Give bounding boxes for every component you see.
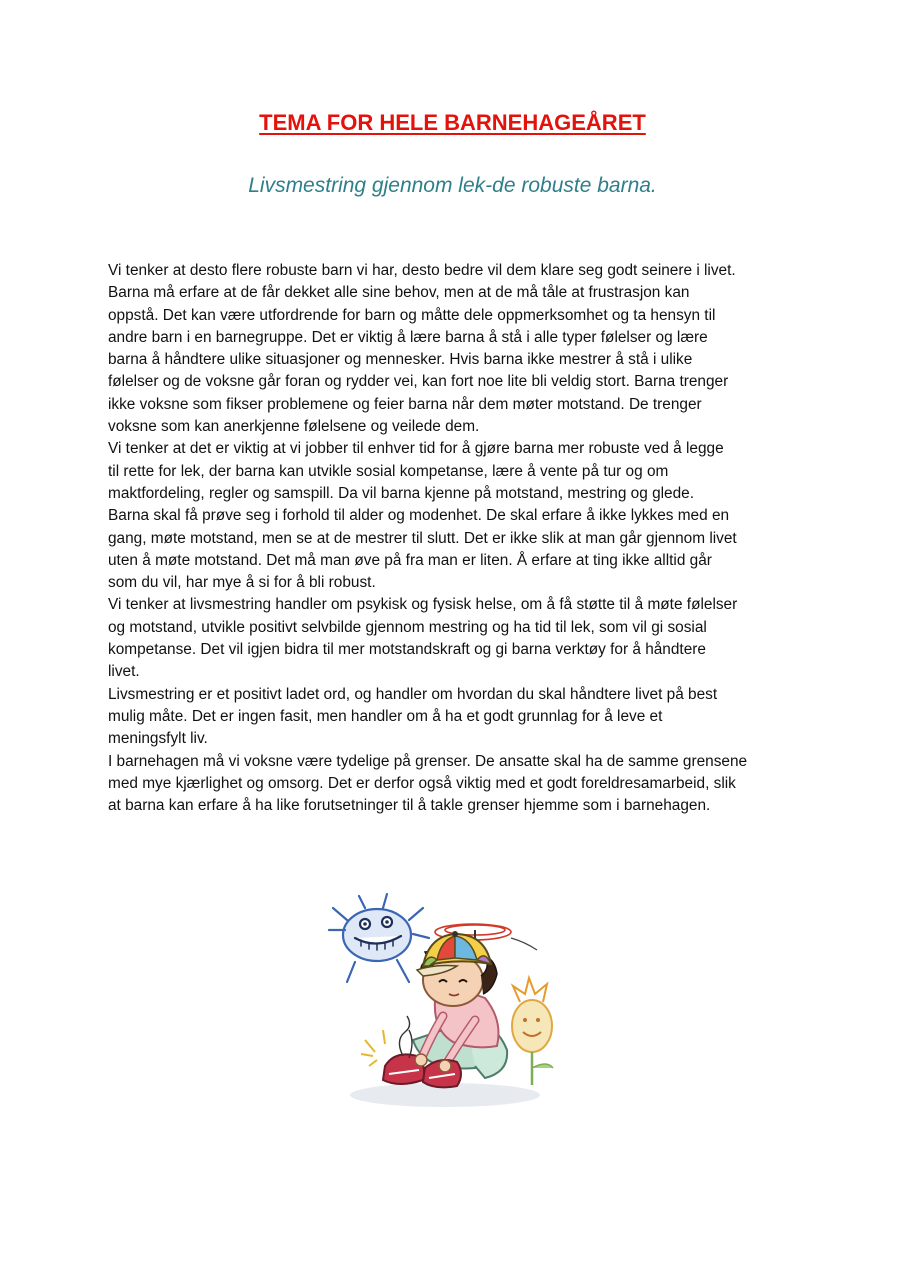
text-line: maktfordeling, regler og samspill. Da vil barna kjenne på motstand, mestring og glede. — [108, 484, 695, 502]
blue-doodle-icon — [329, 894, 429, 982]
text-line: I barnehagen må vi voksne være tydelige på grenser. De ansatte skal ha de samme grensene — [108, 752, 748, 770]
child-tying-shoes-illustration — [325, 890, 565, 1115]
text-line: som du vil, har mye å si for å bli robust. — [108, 574, 376, 592]
text-line: Livsmestring er et positivt ladet ord, og handler om hvordan du skal håndtere livet på best — [108, 685, 718, 703]
text-line: Vi tenker at det er viktig at vi jobber til enhver tid for å gjøre barna mer robuste ved å legge — [108, 440, 724, 458]
text-line: følelser og de voksne går foran og rydder vei, kan fort noe lite bli veldig stort. Barna trenger — [108, 373, 729, 391]
text-line: mulig måte. Det er ingen fasit, men handler om å ha et godt grunnlag for å leve et — [108, 707, 663, 725]
text-line: livet. — [108, 663, 140, 681]
text-line: andre barn i en barnegruppe. Det er viktig å lære barna å stå i alle typer følelser og lære — [108, 328, 708, 346]
sparkle-icon — [361, 1030, 385, 1066]
smiling-flower-icon — [512, 978, 553, 1085]
document-title: TEMA FOR HELE BARNEHAGEÅRET — [259, 110, 646, 135]
text-line: Vi tenker at desto flere robuste barn vi har, desto bedre vil dem klare seg godt seinere i livet. — [108, 262, 736, 279]
text-line: Barna skal få prøve seg i forhold til alder og modenhet. De skal erfare å ikke lykkes med en — [108, 507, 730, 525]
text-line: Vi tenker at livsmestring handler om psykisk og fysisk helse, om å få støtte til å møte følelser — [108, 596, 738, 614]
text-line: til rette for lek, der barna kan utvikle sosial kompetanse, lære å vente på tur og om — [108, 462, 669, 480]
document-subtitle: Livsmestring gjennom lek-de robuste barna. — [248, 174, 657, 197]
text-line: at barna kan erfare å ha like forutsetninger til å takle grenser hjemme som i barnehagen. — [108, 797, 711, 815]
text-line: voksne som kan anerkjenne følelsene og veilede dem. — [108, 418, 480, 436]
text-line: Barna må erfare at de får dekket alle sine behov, men at de må tåle at frustrasjon kan — [108, 284, 690, 302]
child-figure — [383, 931, 507, 1087]
text-line: meningsfylt liv. — [108, 730, 208, 748]
text-line: oppstå. Det kan være utfordrende for barn og måtte dele oppmerksomhet og ta hensyn til — [108, 306, 716, 324]
text-line: kompetanse. Det vil igjen bidra til mer motstandskraft og gi barna verktøy for å håndtere — [108, 641, 706, 659]
text-line: uten å møte motstand. Det må man øve på fra man er liten. Å erfare at ting ikke alltid går — [108, 551, 712, 569]
text-line: med mye kjærlighet og omsorg. Det er derfor også viktig med et godt foreldresamarbeid, slik — [108, 774, 736, 792]
text-line: barna å håndtere ulike situasjoner og mennesker. Hvis barna ikke mestrer å stå i ulike — [108, 351, 693, 369]
body-text — [108, 260, 808, 817]
text-line: gang, møte motstand, men se at de mestrer til slutt. Det er ikke slik at man går gjennom livet — [108, 529, 737, 547]
text-line: og motstand, utvikle positivt selvbilde gjennom mestring og ha tid til lek, som vil gi sosial — [108, 618, 707, 636]
text-line: ikke voksne som fikser problemene og feier barna når dem møter motstand. De trenger — [108, 395, 702, 413]
